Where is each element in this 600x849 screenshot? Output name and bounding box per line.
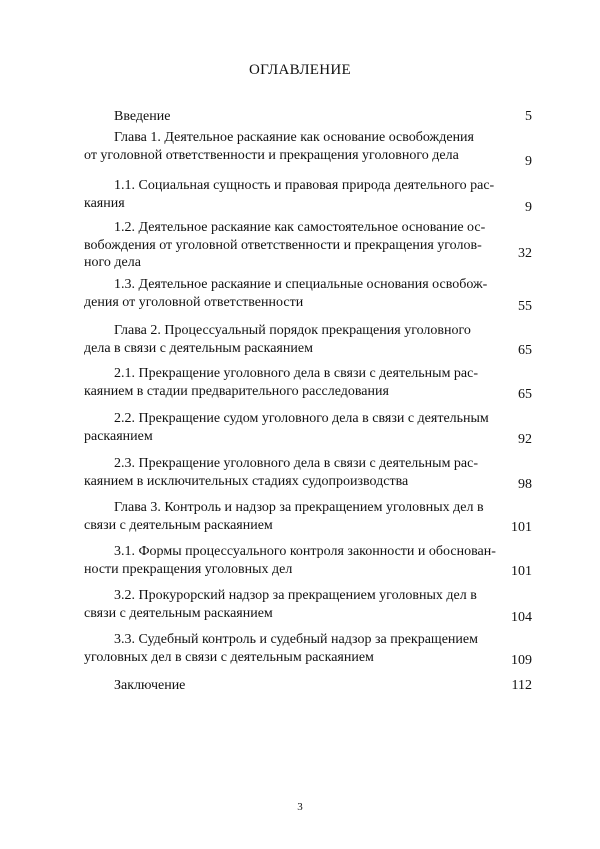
toc-page-number: 98 [518,477,532,492]
toc-entry-line: уголовных дел в связи с деятельным раскаянием [84,649,374,665]
toc-entry-line: ности прекращения уголовных дел [84,561,293,577]
toc-page-number: 104 [511,610,532,625]
toc-page-number: 109 [511,653,532,668]
toc-page-number: 55 [518,299,532,314]
toc-entry-line: 1.3. Деятельное раскаяние и специальные основания освобож- [114,277,488,292]
toc-page-number: 101 [511,564,532,579]
toc-entry-line: Заключение [114,678,186,693]
toc-page-number: 112 [511,678,532,693]
toc-entry-text [84,177,494,212]
toc-entry-line: 2.2. Прекращение судом уголовного дела в связи с деятельным [114,411,489,426]
toc-entry-text [84,499,494,534]
page-number-footer: 3 [297,801,303,813]
toc-entry-text [84,410,494,445]
toc-entry-text [84,631,494,666]
toc-entry-line: 1.1. Социальная сущность и правовая природа деятельного рас- [114,178,495,193]
toc-page-number: 101 [511,520,532,535]
page-title: ОГЛАВЛЕНИЕ [249,62,351,78]
toc-entry-line: каянием в исключительных стадиях судопроизводства [84,473,409,489]
toc-entry-line: вобождения от уголовной ответственности и прекращения уголов- [84,237,482,253]
toc-page-number: 32 [518,246,532,261]
toc-entry-text [84,322,494,357]
toc-entry-text [84,129,494,164]
toc-page-number: 92 [518,432,532,447]
toc-entry-line: каяния [84,195,125,211]
toc-page-number: 65 [518,387,532,402]
toc-entry-line: дела в связи с деятельным раскаянием [84,340,313,356]
toc-entry-line: 2.1. Прекращение уголовного дела в связи с деятельным рас- [114,366,479,381]
toc-entry-line: раскаянием [84,428,153,444]
toc-entry-line: Глава 2. Процессуальный порядок прекращения уголовного [114,323,471,338]
toc-entry-line: 2.3. Прекращение уголовного дела в связи с деятельным рас- [114,456,479,471]
toc-entry-line: от уголовной ответственности и прекращения уголовного дела [84,147,459,163]
toc-page-number: 65 [518,343,532,358]
toc-entry-text [84,365,494,400]
toc-entry-line: ного дела [84,255,141,270]
toc-entry-line: 1.2. Деятельное раскаяние как самостоятельное основание ос- [114,220,486,235]
toc-entry-text [84,677,494,695]
toc-entry-line: связи с деятельным раскаянием [84,517,273,533]
toc-entry-text [84,276,494,311]
toc-entry-text [84,455,494,490]
toc-entry-line: связи с деятельным раскаянием [84,605,273,621]
toc-entry-text [84,219,494,272]
toc-entry-line: дения от уголовной ответственности [84,294,304,310]
toc-entry-line: 3.1. Формы процессуального контроля законности и обоснован- [114,544,496,559]
toc-page-number: 5 [525,109,532,124]
toc-entry-text [84,543,494,578]
toc-entry-line: 3.2. Прокурорский надзор за прекращением уголовных дел в [114,588,477,603]
toc-entry-line: 3.3. Судебный контроль и судебный надзор за прекращением [114,632,478,647]
toc-entry-text [84,587,494,622]
toc-entry-text [84,108,494,126]
toc-entry-line: Глава 1. Деятельное раскаяние как основание освобождения [114,130,474,145]
toc-page-number: 9 [525,154,532,169]
toc-entry-line: каянием в стадии предварительного расследования [84,383,389,399]
toc-entry-line: Глава 3. Контроль и надзор за прекращением уголовных дел в [114,500,484,515]
toc-page-number: 9 [525,200,532,215]
toc-entry-line: Введение [114,109,171,124]
